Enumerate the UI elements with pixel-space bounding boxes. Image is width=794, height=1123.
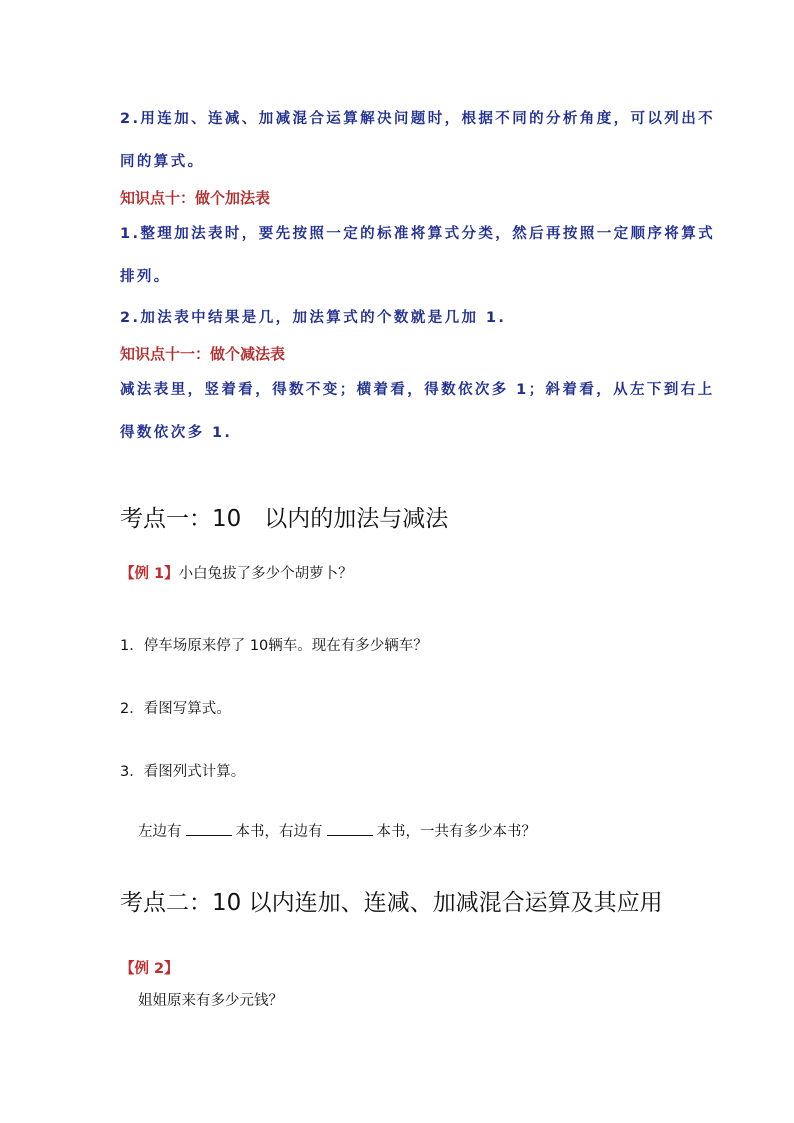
knowledge-10-title: 知识点十：做个加法表 — [120, 189, 271, 207]
question-3-mid-text: 本书，右边有 — [235, 824, 323, 840]
example-1-text: 小白兔拔了多少个胡萝卜？ — [178, 566, 353, 582]
question-2: 2．看图写算式。 — [120, 701, 231, 717]
knowledge-11-line1: 减法表里，竖着看，得数不变；横着看，得数依次多 1；斜着看，从左下到右上 — [120, 382, 715, 398]
example-1 — [120, 562, 676, 583]
knowledge-9-2-line2: 同的算式。 — [120, 154, 205, 170]
question-3: 3．看图列式计算。 — [120, 764, 246, 780]
question-3-fill-line — [138, 820, 694, 841]
question-1: 1．停车场原来停了 10辆车。现在有多少辆车？ — [120, 638, 428, 654]
question-3-left-text: 左边有 — [138, 824, 182, 840]
right-count-blank[interactable] — [327, 823, 373, 836]
section2-heading: 考点二：10 以内连加、连减、加减混合运算及其应用 — [120, 890, 663, 916]
knowledge-10-1-line2: 排列。 — [120, 269, 171, 285]
knowledge-10-1-line1: 1.整理加法表时，要先按照一定的标准将算式分类，然后再按照一定顺序将算式 — [120, 226, 715, 242]
example-2-text: 姐姐原来有多少元钱？ — [138, 993, 283, 1009]
knowledge-11-title: 知识点十一：做个减法表 — [120, 345, 286, 363]
example-1-tag: 【例 1】 — [120, 566, 179, 582]
knowledge-9-2-line1: 2.用连加、连减、加减混合运算解决问题时，根据不同的分析角度，可以列出不 — [120, 111, 715, 127]
knowledge-11-line2: 得数依次多 1. — [120, 425, 233, 441]
question-3-end-text: 本书，一共有多少本书？ — [376, 824, 536, 840]
example-2-tag: 【例 2】 — [120, 961, 179, 977]
left-count-blank[interactable] — [186, 823, 232, 836]
knowledge-10-2: 2.加法表中结果是几，加法算式的个数就是几加 1. — [120, 310, 507, 326]
section1-heading: 考点一：10 以内的加法与减法 — [120, 506, 449, 532]
